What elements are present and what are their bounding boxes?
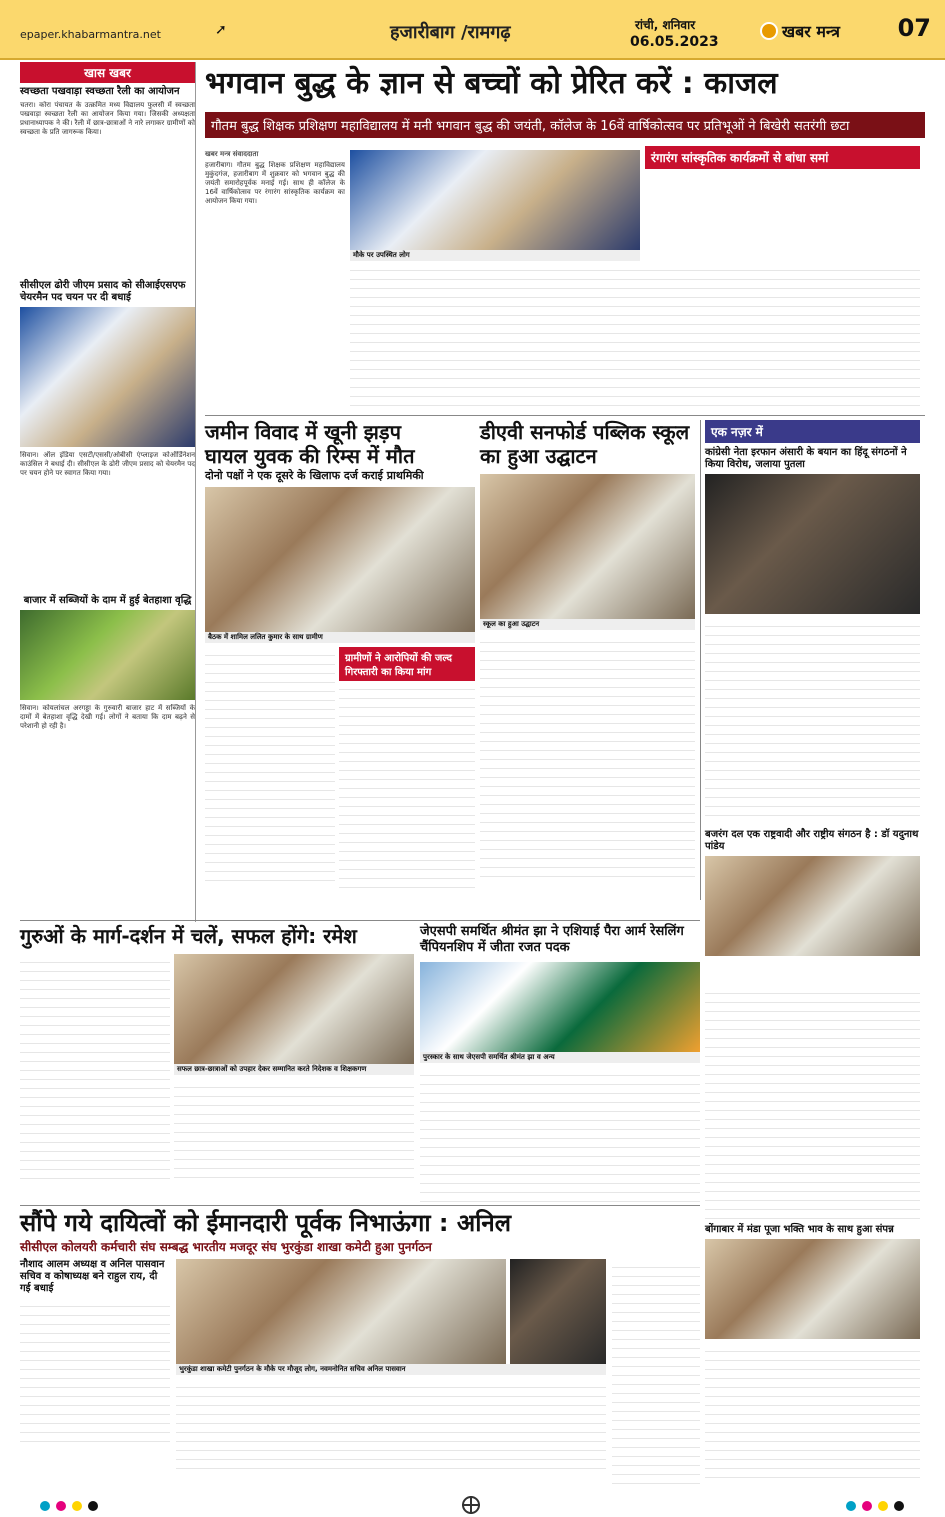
issue-date: 06.05.2023 <box>630 34 719 50</box>
brand-name: खबर मन्त्र <box>782 22 840 41</box>
color-mark <box>40 1501 50 1511</box>
color-mark <box>56 1501 66 1511</box>
left-story3-headline: बाजार में सब्जियों के दाम में हुई बेतहाशा वृद्धि <box>23 595 192 606</box>
land-dispute-side-body <box>339 681 475 891</box>
land-dispute-story <box>205 420 475 891</box>
land-dispute-caption: बैठक में शामिल ललित कुमार के साथ ग्रामीण <box>205 632 475 643</box>
brand-icon <box>760 22 778 40</box>
right-lower <box>705 985 920 1483</box>
dav-school-story <box>480 420 695 879</box>
color-mark <box>878 1501 888 1511</box>
right-story3-headline: बोंगाबार में मंडा पूजा भक्ति भाव के साथ हुआ संपन्न <box>705 1224 894 1235</box>
land-dispute-headline-1: जमीन विवाद में खूनी झड़प <box>205 420 401 444</box>
manda-puja-photo <box>705 1239 920 1339</box>
wrestling-caption: पुरस्कार के साथ जेएसपी समर्थित श्रीमंत झा व अन्य <box>420 1052 700 1063</box>
color-mark <box>88 1501 98 1511</box>
anil-subhead: सीसीएल कोलयरी कर्मचारी संघ सम्बद्ध भारतीय मजदूर संघ भुरकुंडा शाखा कमेटी हुआ पुनर्गठन <box>20 1240 432 1254</box>
wrestling-headline: जेएसपी समर्थित श्रीमंत झा ने एशियाई पैरा आर्म रेसलिंग चैंपियनशिप में जीता रजत पदक <box>420 924 684 955</box>
land-dispute-subhead: दोनो पक्षों ने एक दूसरे के खिलाफ दर्ज कराई प्राथमिकी <box>205 469 424 482</box>
main-body: हजारीबाग। गौतम बुद्ध शिक्षक प्रशिक्षण महाविद्यालय मुकुंदगंज, हजारीबाग में शुक्रवार को भगवान बुद्ध की जयंती समारोहपूर्वक मनाई गई। साथ ही कॉलेज के 16वें वार्षिकोत्सव पर रंगारंग सांस्कृतिक कार्यक्रम का आयोजन किया गया। <box>205 161 345 205</box>
guru-headline: गुरुओं के मार्ग-दर्शन में चलें, सफल होंगे: रमेश <box>20 924 357 948</box>
vegetables-photo <box>20 610 195 700</box>
dav-caption: स्कूल का हुआ उद्घाटन <box>480 619 695 630</box>
anil-group-photo <box>176 1259 506 1364</box>
effigy-photo <box>705 474 920 614</box>
left-story1-body: चतरा। कोरा पंचायत के उत्क्रमित मध्य विद्यालय फुलसी में स्वच्छता पखवाड़ा स्वच्छता रैली का आयोजन किया गया। जिसकी अध्यक्षता प्रधानाध्यापक ने की। रैली में छात्र-छात्राओं ने नारे लगाकर ग्रामीणों को स्वच्छता के प्रति जागरूक किया। <box>20 101 195 136</box>
right-story2-headline: बजरंग दल एक राष्ट्रवादी और राष्ट्रीय संगठन है : डॉ यदुनाथ पांडेय <box>705 829 919 852</box>
right-story2-body <box>705 985 920 1220</box>
divider <box>205 415 925 416</box>
color-mark <box>72 1501 82 1511</box>
main-event-photo <box>350 150 640 250</box>
left-story2-headline: सीसीएल ढोरी जीएम प्रसाद को सीआईएसएफ चेयरमैन पद चयन पर दी बधाई <box>20 280 186 303</box>
masthead-bar <box>0 0 945 60</box>
section-title: हजारीबाग /रामगढ़ <box>390 22 511 43</box>
main-photo-block <box>350 150 640 260</box>
color-mark <box>846 1501 856 1511</box>
land-dispute-headline-2: घायल युवक की रिम्स में मौत <box>205 444 415 468</box>
right-column <box>705 420 920 956</box>
left-story1-headline: स्वच्छता पखवाड़ा स्वच्छता रैली का आयोजन <box>20 86 180 97</box>
color-mark <box>862 1501 872 1511</box>
culture-bar: रंगारंग सांस्कृतिक कार्यक्रमों से बांधा समां <box>645 146 920 169</box>
divider <box>20 1205 700 1206</box>
anil-body-2 <box>612 1259 700 1489</box>
culture-bar-block <box>645 146 920 169</box>
guru-body <box>20 954 170 1184</box>
divider <box>20 920 700 921</box>
guru-story <box>20 924 415 1184</box>
land-dispute-sidebar: ग्रामीणों ने आरोपियों की जल्द गिरफ्तारी का किया मांग <box>339 647 475 681</box>
bajrang-dal-photo <box>705 856 920 956</box>
registration-mark-icon <box>462 1496 480 1514</box>
guru-photo <box>174 954 414 1064</box>
dav-body <box>480 634 695 879</box>
main-headline: भगवान बुद्ध के ज्ञान से बच्चों को प्रेरित करें : काजल <box>205 66 778 101</box>
main-photo-caption: मौके पर उपस्थित लोग <box>350 250 640 261</box>
anil-headline: सौंपे गये दायित्वों को ईमानदारी पूर्वक निभाऊंगा : अनिल <box>20 1209 512 1237</box>
right-story1-headline: कांग्रेसी नेता इरफान अंसारी के बयान का हिंदू संगठनों ने किया विरोध, जलाया पुतला <box>705 447 907 470</box>
anil-portrait <box>510 1259 606 1364</box>
wrestling-body <box>420 1067 700 1207</box>
cursor-icon: ➚ <box>215 22 227 38</box>
dav-photo <box>480 474 695 619</box>
anil-story <box>20 1208 700 1489</box>
city-day: रांची, शनिवार <box>635 18 696 32</box>
main-body-continued <box>350 262 920 412</box>
page-number: 07 <box>897 14 931 42</box>
left-story3-body: सिवान। कोयलांचल अरगड्डा के गुरुवारी बाजार हाट में सब्जियों के दामों में बेतहाशा वृद्धि देखी गई। लोगों ने बताया कि दाम बढ़ने से परेशानी हो रही है। <box>20 704 195 730</box>
nazar-label: एक नज़र में <box>705 420 920 443</box>
wrestling-story <box>420 924 700 1207</box>
anil-caption: भुरकुंडा शाखा कमेटी पुनर्गठन के मौके पर मौजूद लोग, नवमनोनित सचिव अनिल पासवान <box>176 1364 606 1375</box>
right-story3-body <box>705 1343 920 1483</box>
color-mark <box>894 1501 904 1511</box>
guru-caption: सफल छात्र-छात्राओं को उपहार देकर सम्मानित करते निदेशक व शिक्षकगण <box>174 1064 414 1075</box>
khas-khabar-strip: खास खबर <box>20 62 195 83</box>
brand-logo <box>760 20 840 42</box>
main-byline: खबर मन्त्र संवाददाता <box>205 150 259 158</box>
land-dispute-body <box>205 647 335 887</box>
right-story1-body <box>705 618 920 823</box>
anil-body <box>176 1379 606 1474</box>
guru-body-2 <box>174 1079 414 1179</box>
anil-side-headline: नौशाद आलम अध्यक्ष व अनिल पासवान सचिव व कोषाध्यक्ष बने राहुल राय, दी गई बधाई <box>20 1259 165 1294</box>
divider <box>700 420 701 900</box>
main-subheadline: गौतम बुद्ध शिक्षक प्रशिक्षण महाविद्यालय में मनी भगवान बुद्ध की जयंती, कॉलेज के 16वें वार्षिकोत्सव पर प्रतिभूओं ने बिखेरी सतरंगी छटा <box>205 112 925 138</box>
award-photo <box>20 307 195 447</box>
dav-headline: डीएवी सनफोर्ड पब्लिक स्कूल का हुआ उद्घाटन <box>480 420 690 468</box>
epaper-url[interactable]: epaper.khabarmantra.net <box>20 28 161 41</box>
left-story2-body: सिवान। ऑल इंडिया एसटी/एससी/ओबीसी एंप्लाइज कोऑर्डिनेशन काउंसिल ने बधाई दी। सीसीएल के ढोरी जीएम प्रसाद को चेयरमैन पद पर चयन होने पर स्वागत किया गया। <box>20 451 195 477</box>
main-story-col1 <box>205 150 345 460</box>
anil-side-body <box>20 1298 170 1448</box>
wrestling-photo <box>420 962 700 1052</box>
left-column <box>20 62 196 922</box>
land-dispute-photo <box>205 487 475 632</box>
